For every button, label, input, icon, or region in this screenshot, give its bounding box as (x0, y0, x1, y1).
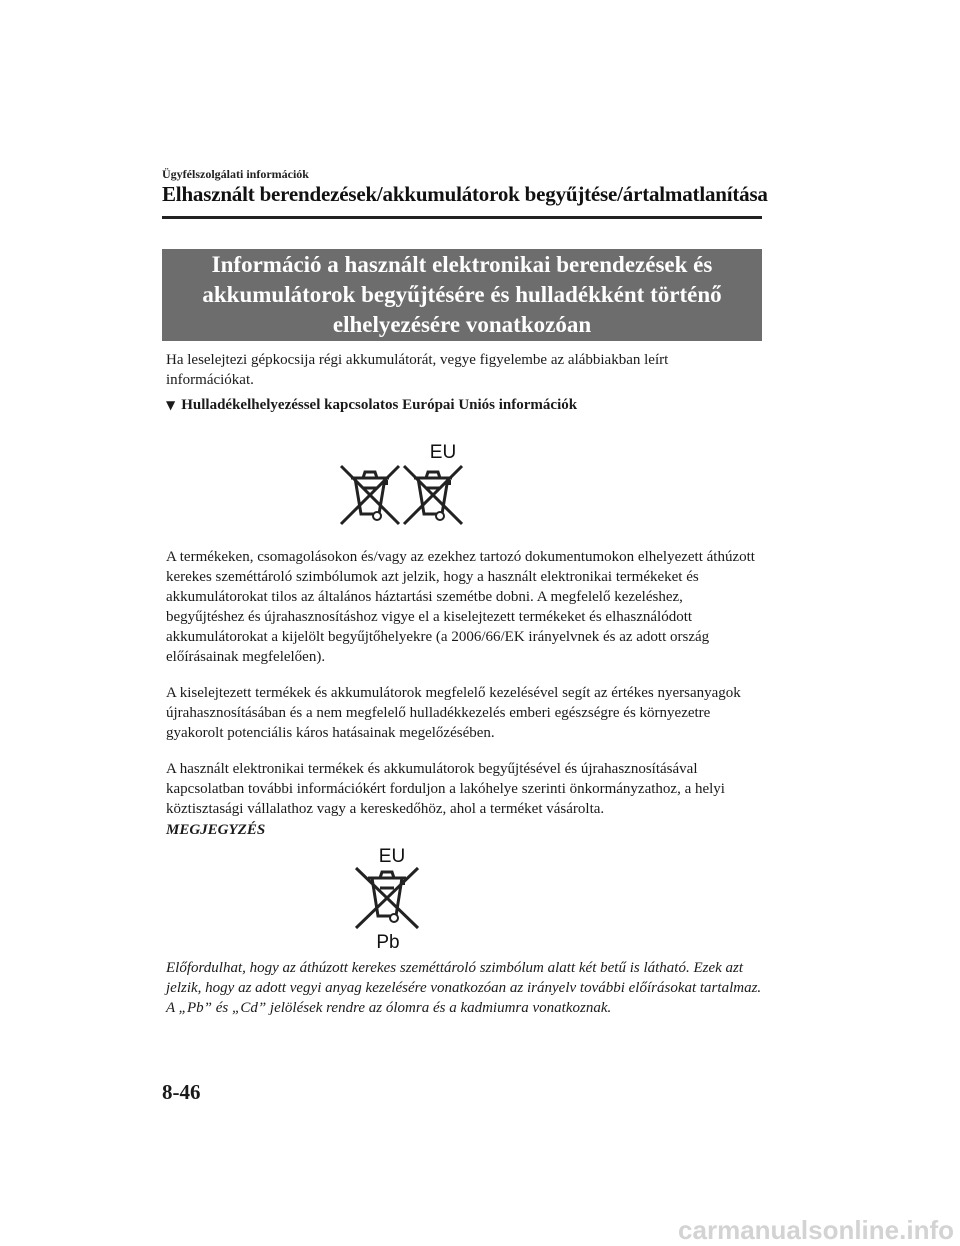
watermark: carmanualsonline.info (678, 1215, 954, 1245)
page-header-title: Elhasznált berendezések/akkumulátorok begyűjtése/ártalmatlanítása (162, 182, 768, 206)
eu-label: EU (429, 442, 457, 463)
paragraph-1: A termékeken, csomagolásokon és/vagy az ezekhez tartozó dokumentumokon elhelyezett áthúzott kerekes szeméttároló szimbólumok azt jelzik, hogy a használt elektronikai termékeket és akkumulátorokat tilos az általános háztartási szemétbe dobni. A megfelelő kezeléshez, begyűjtéshez és újrahasznosításhoz vigye el a kiselejtezett termékeket és elhasználódott akkumulátorokat a kijelölt begyűjtőhelyekre (a 2006/66/EK irányelvnek és az adott ország előírásainak megfelelően). (166, 549, 755, 665)
eu-label-pb: EU (378, 846, 406, 867)
triangle-marker-icon: ▼ (166, 398, 176, 412)
pb-label: Pb (376, 932, 400, 952)
note-text (166, 958, 764, 1018)
header-divider (162, 216, 762, 219)
eu-waste-symbols (333, 438, 463, 533)
crossed-out-wheeled-bin-pb-icon (350, 842, 430, 952)
title-banner (162, 249, 762, 341)
note-line-1: Előfordulhat, hogy az áthúzott kerekes szeméttároló szimbólum alatt két betű is látható. Ezek azt jelzik, hogy az adott vegyi anyag kezelésére vonatkozóan az irányelv további előírásokat tartalmaz. (166, 960, 762, 996)
paragraph-2: A kiselejtezett termékek és akkumulátorok megfelelő kezelésével segít az értékes nyersanyagok újrahasznosításában és a nem megfelelő hulladékkezelés emberi egészségre és környezetre gyakorolt potenciális káros hatásainak megelőzésében. (166, 685, 741, 741)
paragraph-3: A használt elektronikai termékek és akkumulátorok begyűjtésével és újrahasznosításával kapcsolatban további információkért forduljon a lakóhelye szerinti önkormányzathoz, a helyi köztisztasági vállalathoz vagy a kereskedőhöz, ahol a terméket vásárolta. (166, 761, 725, 817)
subheading (166, 397, 577, 414)
banner-title: Információ a használt elektronikai berendezések és akkumulátorok begyűjtésére és hulladékként történő elhelyezésére vonatkozóan (202, 252, 722, 337)
intro-text: Ha leselejtezi gépkocsija régi akkumulátorát, vegye figyelembe az alábbiakban leírt információkat. (166, 352, 669, 388)
page-number: 8-46 (162, 1080, 201, 1104)
note-label: MEGJEGYZÉS (166, 822, 266, 838)
pb-waste-symbol (350, 842, 430, 957)
crossed-out-wheeled-bin-icon (333, 438, 463, 528)
note-line-2: A „Pb” és „Cd” jelölések rendre az ólomra és a kadmiumra vonatkoznak. (166, 1000, 612, 1016)
section-label: Ügyfélszolgálati információk (162, 167, 309, 181)
subheading-text: Hulladékelhelyezéssel kapcsolatos Európai Uniós információk (181, 397, 578, 413)
